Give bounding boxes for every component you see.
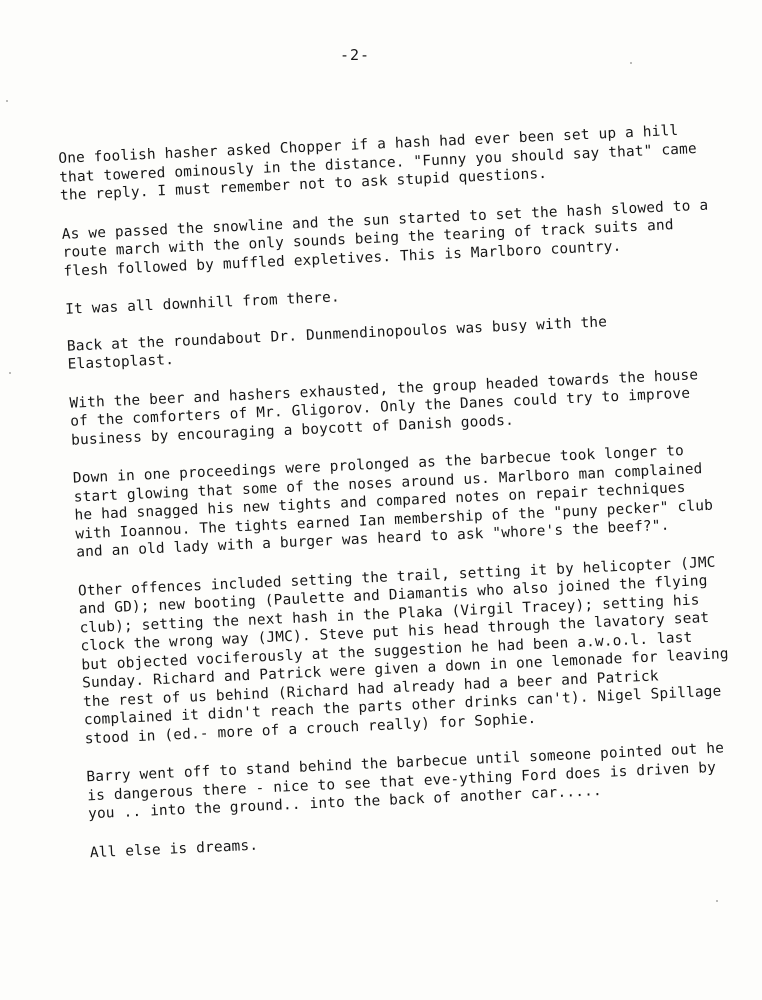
- scan-speck: [716, 900, 718, 902]
- scan-speck: [9, 372, 11, 374]
- paragraph-down-in-one: Down in one proceedings were prolonged as the barbecue took longer to start glowing that some of the noses around us. Marlboro man complained he had snagged his new tights and compared notes on repair techniques with Ioannou. The tights earned Ian membership of the "puny pecker" club and an old lady with a burger was heard to ask "whore's the beef?".: [72, 442, 714, 561]
- paragraph-snowline: As we passed the snowline and the sun started to set the hash slowed to a route march with the only sounds being the tearing of track suits and flesh followed by muffled expletives. This is Marlboro country.: [61, 197, 709, 280]
- scan-speck: [630, 62, 632, 64]
- page-number: -2-: [340, 46, 371, 64]
- paragraph-other-offences: Other offences included setting the trail, setting it by helicopter (JMC and GD); new booting (Paulette and Diamantis who also joined the flying club); setting the next hash in the Plaka (Virgil Tracey); setting his clock the wrong way (JMC). Steve put his head through the lavatory seat but objected vociferously at the suggestion he had been a.w.o.l. last Sunday. Richard and Patrick were given a down in one lemonade for leaving the rest of us behind (Richard had already had a beer and Patrick complained it didn't reach the parts other drinks can't). Nigel Spillage stood in (ed.- more of a crouch really) for Sophie.: [77, 554, 729, 747]
- paragraph-beer-exhausted: With the beer and hashers exhausted, the group headed towards the house of the comforters of Mr. Gligorov. Only the Danes could try to improve business by encouraging a boycott of Danish goods.: [69, 366, 699, 449]
- paragraph-roundabout: Back at the roundabout Dr. Dunmendinopoulos was busy with the Elastoplast.: [66, 313, 608, 373]
- paragraph-barry: Barry went off to stand behind the barbecue until someone pointed out he is dangerous there - nice to see that eve-ything Ford does is driven by you .. into the ground.. into the back of another car.....: [86, 740, 725, 823]
- paragraph-chopper-question: One foolish hasher asked Chopper if a hash had ever been set up a hill that towered ominously in the distance. "Funny you should say that" came the reply. I must remember not to ask stupid questions.: [58, 122, 698, 204]
- paragraph-downhill: It was all downhill from there.: [64, 289, 341, 318]
- body-text: [58, 121, 741, 883]
- paragraph-all-else: All else is dreams.: [89, 837, 259, 861]
- scan-speck: [6, 100, 8, 102]
